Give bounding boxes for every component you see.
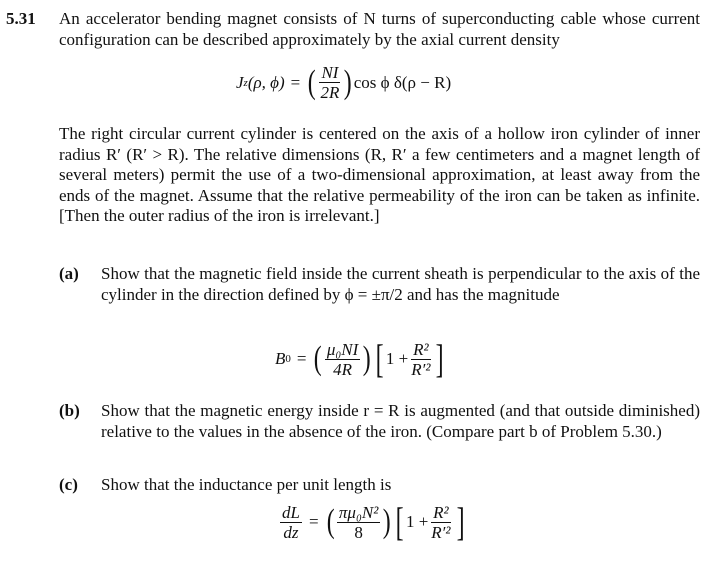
eq1-fraction <box>319 63 342 102</box>
part-a-text: Show that the magnetic field inside the current sheath is perpendicular to the axis of the cylinder in the direction defined by ϕ = ±π/2 and has the magnitude <box>101 264 700 304</box>
eq1-lhs: J <box>236 72 244 92</box>
eq2-one-plus: 1 + <box>385 349 409 368</box>
eq1-rhs: cos ϕ δ(ρ − R) <box>353 72 452 92</box>
eq2-ratio-num: R² <box>413 339 429 359</box>
eq3-ratio <box>429 503 452 542</box>
part-a-label: (a) <box>59 264 79 283</box>
field-magnitude-equation: B 0 = ( $\frac{\text{μ₀NI}}{4R}$ ) [ 1 + $\frac{\text{R²}}{\text{R′²}}$ ] <box>275 336 445 381</box>
eq3-ratio-den: R′² <box>431 522 451 542</box>
problem-body: The right circular current cylinder is centered on the axis of a hollow iron cylinder of inner radius R′ (R′ > R). The relative dimensions (R, R′ a few centimeters and a magnet length of several meters) permit the use of a two-dimensional approximation, at least away from the ends of the magnet. Assume that the relative permeability of the iron can be taken as infinite. [Then the outer radius of the iron is irrelevant.] <box>59 124 700 225</box>
eq2-fraction <box>325 340 360 379</box>
eq3-one-plus: 1 + <box>405 512 429 531</box>
inductance-equation: $\frac{dL}{dz}$ = ( $\frac{\text{πμ₀N²}}{8}$ ) [ 1 + $\frac{\text{R²}}{\text{R′²}}$ ] <box>282 499 465 544</box>
eq3-fraction <box>337 503 380 542</box>
eq2-equals: = <box>296 349 307 368</box>
eq2-lhs-sub: 0 <box>285 353 291 365</box>
eq1-lhs-sub: z <box>243 76 248 89</box>
eq3-equals: = <box>308 512 319 531</box>
eq2-lhs: B <box>275 349 286 368</box>
eq3-lhs-den: dz <box>283 522 299 542</box>
eq1-lhs-args: (ρ, ϕ) <box>247 72 285 92</box>
eq1-frac-num: NI <box>321 63 339 82</box>
eq2-frac-den: 4R <box>333 359 352 379</box>
problem-number: 5.31 <box>6 9 36 28</box>
part-c-text: Show that the inductance per unit length is <box>101 475 392 494</box>
eq1-frac-den: 2R <box>320 83 340 102</box>
eq3-lhs-fraction <box>280 503 302 542</box>
part-b-text: Show that the magnetic energy inside r = R is augmented (and that outside diminished) relative to the values in the absence of the iron. (Compare part b of Problem 5.30.) <box>101 401 700 441</box>
eq2-ratio-den: R′² <box>411 359 431 379</box>
part-c-label: (c) <box>59 475 78 494</box>
eq2-ratio <box>409 340 432 379</box>
eq2-frac-num: μ₀NI <box>326 339 359 359</box>
part-b-label: (b) <box>59 401 80 420</box>
problem-intro: An accelerator bending magnet consists of N turns of superconducting cable whose current configuration can be described approximately by the axial current density <box>59 9 700 49</box>
eq1-equals: = <box>290 72 301 92</box>
current-density-equation: J z (ρ, ϕ) = ( $\frac{NI}{2R}$ ) cos ϕ δ(ρ − R) <box>236 63 452 102</box>
eq3-frac-num: πμ₀N² <box>338 502 379 522</box>
eq3-frac-den: 8 <box>354 522 363 542</box>
eq3-lhs-num: dL <box>282 502 300 522</box>
eq3-ratio-num: R² <box>433 502 449 522</box>
